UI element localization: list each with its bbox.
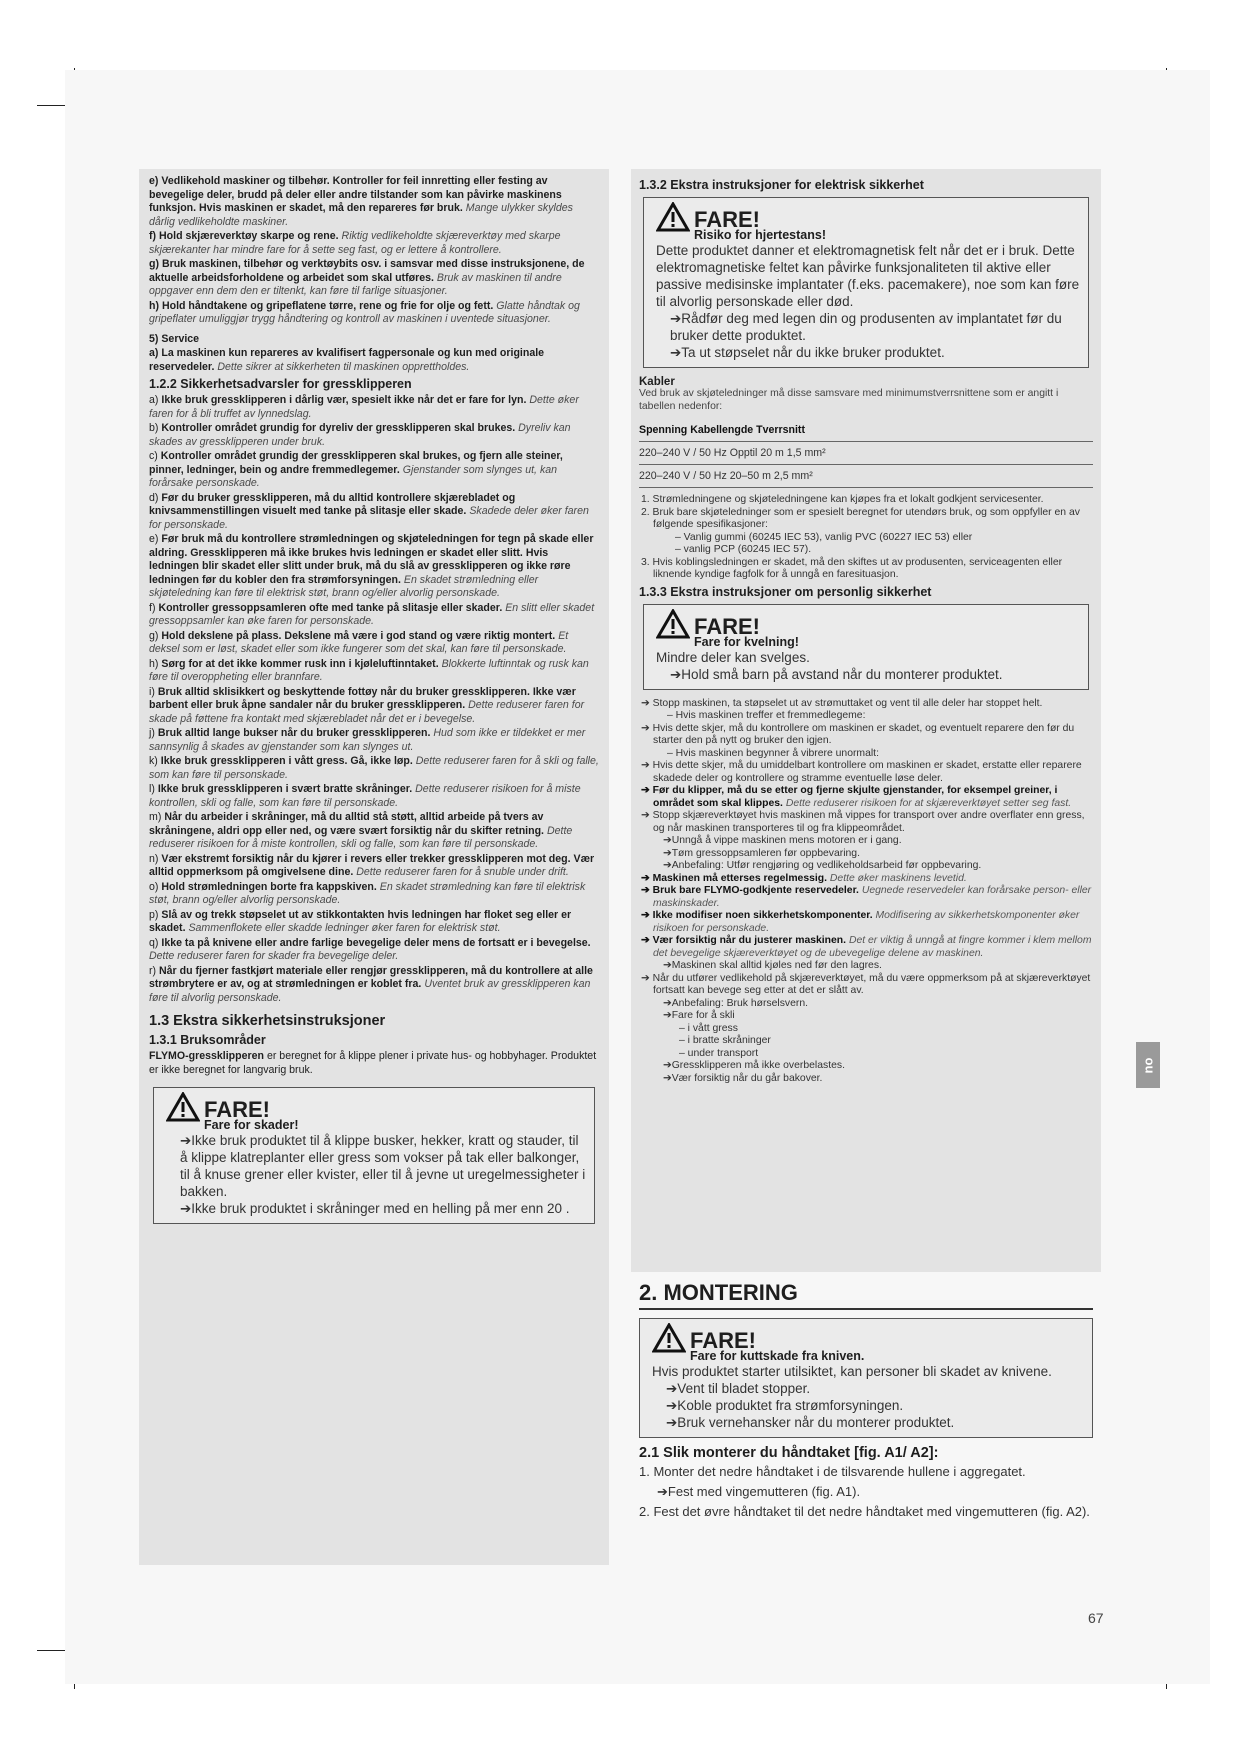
danger-title: FARE! — [694, 613, 760, 639]
safety-subbullet: ➔Fare for å skli — [663, 1010, 735, 1021]
safety-subbullet: ➔Unngå å vippe maskinen mens motoren er i gang. — [663, 835, 902, 846]
table-row: 220–240 V / 50 Hz Opptil 20 m 1,5 mm² — [639, 442, 1093, 465]
warning-item: j) Bruk alltid lange bukser når du bruker gressklipperen. Hud som ikke er tildekket er mer sannsynlig å skades av gjenstander som kan slynges ut. — [149, 727, 586, 753]
warning-item: m) Når du arbeider i skråninger, må du alltid stå støtt, alltid arbeide på tvers av skråningene, aldri opp eller ned, og være svært forsiktig når du skifter retning. Dette reduserer risikoen for å miste kontrollen, skli og falle, som kan føre til personskade. — [149, 811, 573, 850]
warning-item: n) Vær ekstremt forsiktig når du kjører i revers eller trekker gressklipperen mot deg. Vær alltid oppmerksom på omgivelsene dine. Dette reduserer faren for å snuble under drift. — [149, 852, 595, 878]
safety-subbullet: ➔Maskinen skal alltid kjøles ned før den lagres. — [663, 960, 882, 971]
maintenance-item: f) Hold skjæreverktøy skarpe og rene. Riktig vedlikeholdte skjæreverktøy med skarpe skjærekanter har mindre fare for å sette seg fast, og er lettere å kontrollere. — [149, 230, 561, 256]
section-heading-133: 1.3.3 Ekstra instruksjoner om personlig sikkerhet — [639, 584, 932, 599]
note-item: 1. Strømledningene og skjøteledningene kan kjøpes fra et lokalt godkjent servicesenter. — [641, 494, 1044, 505]
warning-item: c) Kontroller området grundig der gressklipperen skal brukes, og fjern alle steiner, pinner, ledninger, bein og andre fremmedlegemer. Gjenstander som slynges ut, kan forårsake personskade. — [149, 450, 563, 489]
warning-item: q) Ikke ta på knivene eller andre farlige bevegelige deler mens de fortsatt er i bevegelse. Dette reduserer faren for skader fra bevegelige deler. — [149, 936, 591, 962]
assembly-step: 2. Fest det øvre håndtaket til det nedre håndtaket med vingemutteren (fig. A2). — [639, 1504, 1090, 1519]
crop-mark — [37, 105, 67, 106]
safety-subitem: – i vått gress — [679, 1022, 738, 1034]
safety-subbullet: ➔Gressklipperen må ikke overbelastes. — [663, 1060, 845, 1071]
note-subitem: – vanlig PCP (60245 IEC 57). — [675, 544, 812, 555]
safety-subbullet: ➔Anbefaling: Utfør rengjøring og vedlikeholdsarbeid før oppbevaring. — [663, 860, 982, 871]
chapter-heading: 2. MONTERING — [639, 1280, 1093, 1310]
safety-bullet: ➔ Ikke modifiser noen sikkerhetskomponenter. Modifisering av sikkerhetskomponenter øker risikoen for personskade. — [641, 910, 1080, 934]
warning-item: b) Kontroller området grundig for dyreliv der gressklipperen skal brukes. Dyreliv kan skades av gressklipperen under bruk. — [149, 422, 571, 448]
safety-bullet: ➔ Når du utfører vedlikehold på skjæreverktøyet, må du være oppmerksom på at skjæreverktøyet fortsatt kan bevege seg etter at det er slått av. — [641, 972, 1091, 996]
section-heading-131: 1.3.1 Bruksområder — [149, 1033, 266, 1047]
warning-item: l) Ikke bruk gressklipperen i svært bratte skråninger. Dette reduserer risikoen for å miste kontrollen, skli og falle, som kan føre til personskade. — [149, 783, 581, 809]
danger-box-cut — [639, 1318, 1093, 1438]
danger-line: ➔Ikke bruk produktet til å klippe busker, hekker, kratt og stauder, til å klippe klatreplanter eller gress som vokser på tak eller balkonger, til å knuse grener eller kvister, eller til å jevne ut uregelmessigheter i bakken. — [180, 1133, 586, 1199]
safety-bullet: ➔ Bruk bare FLYMO-godkjente reservedeler. Uegnede reservedeler kan forårsake person- eller maskinskader. — [641, 885, 1092, 909]
right-column — [631, 169, 1101, 1272]
cable-table — [639, 419, 1093, 488]
danger-line: ➔Ta ut støpselet når du ikke bruker produktet. — [670, 345, 945, 360]
danger-title: FARE! — [204, 1097, 270, 1122]
warning-item: f) Kontroller gressoppsamleren ofte med tanke på slitasje eller skader. En slitt eller skadet gressoppsamler kan øke faren for personskade. — [149, 601, 595, 627]
section-heading-13: 1.3 Ekstra sikkerhetsinstruksjoner — [149, 1013, 386, 1029]
danger-box-choking — [643, 604, 1089, 690]
maintenance-item: h) Hold håndtakene og gripeflatene tørre, rene og frie for olje og fett. Glatte håndtak og gripeflater umuliggjør trygg håndtering og kontroll av maskinen i uventede situasjoner. — [149, 299, 580, 325]
assembly-substep: ➔Fest med vingemutteren (fig. A1). — [657, 1484, 861, 1499]
note-subitem: – Vanlig gummi (60245 IEC 53), vanlig PVC (60227 IEC 53) eller — [675, 531, 973, 543]
danger-line: ➔Hold små barn på avstand når du monterer produktet. — [670, 666, 1003, 682]
safety-bullet: ➔ Stopp maskinen, ta støpselet ut av strømuttaket og vent til alle deler har stoppet helt. — [641, 697, 1043, 709]
safety-subitem: – i bratte skråninger — [679, 1035, 771, 1046]
warning-item: p) Slå av og trekk støpselet ut av stikkontakten hvis ledningen har floket seg eller er skadet. Sammenflokete eller skadde ledninger øker faren for elektrisk støt. — [149, 908, 572, 934]
warning-item: a) Ikke bruk gressklipperen i dårlig vær, spesielt ikke når det er fare for lyn. Dette øker faren for å bli truffet av lynnedslag. — [149, 394, 579, 420]
service-title: 5) Service — [149, 332, 200, 345]
usage-paragraph: FLYMO-gressklipperen er beregnet for å klippe plener i private hus- og hobbyhager. Produktet er ikke beregnet for langvarig bruk. — [149, 1050, 597, 1076]
danger-text: Hvis produktet starter utilsiktet, kan personer bli skadet av knivene. — [652, 1364, 1052, 1379]
danger-subtitle: Risiko for hjertestans! — [694, 228, 826, 242]
safety-bullet: ➔ Maskinen må etterses regelmessig. Dette øker maskinens levetid. — [641, 872, 967, 884]
warnings-list — [149, 394, 599, 1005]
danger-subtitle: Fare for kuttskade fra kniven. — [690, 1349, 865, 1363]
danger-subtitle: Fare for kvelning! — [694, 634, 799, 649]
cables-text: Ved bruk av skjøteledninger må disse samsvare med minimumstverrsnittene som er angitt i tabellen nedenfor: — [639, 388, 1059, 412]
warning-triangle-icon — [652, 1323, 686, 1353]
danger-line: ➔Rådfør deg med legen din og produsenten av implantatet før du bruker dette produktet. — [670, 311, 1062, 343]
maintenance-paragraphs — [149, 175, 599, 327]
danger-line: ➔Koble produktet fra strømforsyningen. — [666, 1398, 904, 1413]
danger-title: FARE! — [694, 207, 760, 232]
danger-subtitle: Fare for skader! — [204, 1118, 299, 1132]
danger-line: ➔Vent til bladet stopper. — [666, 1381, 811, 1396]
warning-item: r) Når du fjerner fastkjørt materiale eller rengjør gressklipperen, må du kontrollere at alle strømbrytere er av, og at strømledningen er koblet fra. Uventet bruk av gressklipperen kan føre til alvorlig personskade. — [149, 964, 593, 1004]
crop-mark — [37, 1650, 67, 1651]
danger-line: ➔Bruk vernehansker når du monterer produktet. — [666, 1415, 955, 1430]
note-item: 3. Hvis koblingsledningen er skadet, må den skiftes ut av produsenten, serviceagenten eller liknende kyndige fagfolk for å unngå en faresituasjon. — [641, 556, 1063, 580]
page-number: 67 — [1088, 1610, 1104, 1626]
danger-text: Dette produktet danner et elektromagnetisk felt når det er i bruk. Dette elektromagnetiske feltet kan påvirke funksjonaliteten til aktive eller passive medisinske implantater (f.eks. pacemakere), noe som kan føre til alvorlig personskade eller død. — [656, 243, 1080, 309]
section-heading-122: 1.2.2 Sikkerhetsadvarsler for gressklipperen — [149, 377, 412, 391]
safety-subitem: – under transport — [679, 1047, 759, 1059]
assembly-section — [631, 1272, 1101, 1572]
safety-subheading: – Hvis maskinen begynner å vibrere unormalt: — [667, 747, 879, 759]
safety-bullets — [639, 698, 1093, 1086]
assembly-step: 1. Monter det nedre håndtaket i de tilsvarende hullene i aggregatet. — [639, 1464, 1026, 1479]
service-paragraph: a) La maskinen kun repareres av kvalifisert fagpersonale og kun med originale reservedeler. Dette sikrer at sikkerheten til maskinen opprettholdes. — [149, 347, 545, 373]
table-row: 220–240 V / 50 Hz 20–50 m 2,5 mm² — [639, 465, 1093, 488]
danger-title: FARE! — [690, 1328, 756, 1353]
warning-item: k) Ikke bruk gressklipperen i vått gress. Gå, ikke løp. Dette reduserer faren for å skli og falle, som kan føre til personskade. — [149, 755, 599, 781]
warning-item: h) Sørg for at det ikke kommer rusk inn i kjøleluftinntaket. Blokkerte luftinntak og rusk kan føre til overoppheting eller brannfare. — [149, 657, 589, 683]
safety-subbullet: ➔Anbefaling: Bruk hørselsvern. — [663, 997, 809, 1009]
safety-bullet: ➔ Før du klipper, må du se etter og fjerne skjulte gjenstander, for eksempel greiner, i området som skal klippes. Dette reduserer risikoen for at skjæreverktøyet setter seg fast. — [641, 785, 1072, 809]
warning-item: e) Før bruk må du kontrollere strømledningen og skjøteledningen for tegn på skade eller aldring. Gressklipperen må ikke brukes hvis ledningen er skadet eller slitt. Hvis ledningen blir skadet eller slitt under bruk, må du slå av gressklipperen og ikke røre ledningen før du kobler den fra strømforsyningen. En skadet strømledning eller skjøteledning kan føre til elektrisk støt, brann og/eller alvorlig personskade. — [149, 533, 594, 599]
left-column — [139, 169, 609, 1565]
cables-title: Kabler — [639, 376, 675, 388]
danger-line: ➔Ikke bruk produktet i skråninger med en helling på mer enn 20 . — [180, 1201, 570, 1216]
warning-item: o) Hold strømledningen borte fra kappskiven. En skadet strømledning kan føre til elektrisk støt, brann og/eller alvorlig personskade. — [149, 880, 586, 906]
safety-bullet: ➔ Hvis dette skjer, må du kontrollere om maskinen er skadet, og eventuelt reparere den før du starter den på nytt og bruker den igjen. — [641, 722, 1075, 746]
safety-subbullet: ➔Tøm gressoppsamleren før oppbevaring. — [663, 847, 860, 859]
safety-subbullet: ➔Vær forsiktig når du går bakover. — [663, 1072, 823, 1084]
maintenance-item: e) Vedlikehold maskiner og tilbehør. Kontroller for feil innretting eller festing av bevegelige deler, brudd på deler eller andre tilstander som kan påvirke maskinens funksjon. Hvis maskinen er skadet, må den repareres før bruk. Mange ulykker skyldes dårlig vedlikeholdte maskiner. — [149, 175, 573, 228]
table-header: Spenning Kabellengde Tverrsnitt — [639, 419, 1093, 442]
warning-triangle-icon — [656, 202, 690, 232]
safety-bullet: ➔ Vær forsiktig når du justerer maskinen. Det er viktig å unngå at fingre kommer i klem mellom det bevegelige skjæreverktøyet og de ubevegelige delene av maskinen. — [641, 935, 1092, 959]
warning-triangle-icon — [656, 609, 690, 639]
safety-bullet: ➔ Stopp skjæreverktøyet hvis maskinen må vippes for transport over andre overflater enn gress, og når maskinen transporteres til og fra klippeområdet. — [641, 810, 1085, 834]
safety-bullet: ➔ Hvis dette skjer, må du umiddelbart kontrollere om maskinen er skadet, erstatte eller reparere skadede deler og kontrollere og stramme eventuelle løse deler. — [641, 760, 1082, 784]
warning-triangle-icon — [166, 1092, 200, 1122]
maintenance-item: g) Bruk maskinen, tilbehør og verktøybits osv. i samsvar med disse instruksjonene, de aktuelle arbeidsforholdene og arbeidet som skal utføres. Bruk av maskinen til andre oppgaver enn dem den er tiltenkt, kan føre til farlige situasjoner. — [149, 258, 585, 297]
warning-item: i) Bruk alltid sklisikkert og beskyttende fottøy når du bruker gressklipperen. Ikke vær barbent eller bruk åpne sandaler når du bruker gressklipperen. Dette reduserer faren for skade på føttene fra kontakt med skjærebladet når det er i bevegelse. — [149, 685, 585, 725]
danger-box-injury — [153, 1087, 595, 1224]
warning-item: d) Før du bruker gressklipperen, må du alltid kontrollere skjærebladet og knivsammenstillingen visuelt med tanke på slitasje eller skade. Skadede deler øker faren for personskade. — [149, 491, 589, 531]
safety-subheading: – Hvis maskinen treffer et fremmedlegeme: — [667, 710, 866, 721]
note-item: 2. Bruk bare skjøteledninger som er spesielt beregnet for utendørs bruk, og som oppfyller en av følgende spesifikasjoner: — [641, 506, 1080, 530]
language-tab: no — [1136, 1042, 1160, 1088]
danger-box-cardiac — [643, 197, 1089, 368]
warning-item: g) Hold dekslene på plass. Dekslene må være i god stand og være riktig montert. Et deksel som er løst, skadet eller som ikke fungerer som det skal, kan føre til personskade. — [149, 629, 569, 655]
section-heading-132: 1.3.2 Ekstra instruksjoner for elektrisk sikkerhet — [639, 178, 924, 192]
section-heading-21: 2.1 Slik monterer du håndtaket [fig. A1/ A2]: — [639, 1445, 939, 1461]
danger-text: Mindre deler kan svelges. — [656, 649, 810, 665]
